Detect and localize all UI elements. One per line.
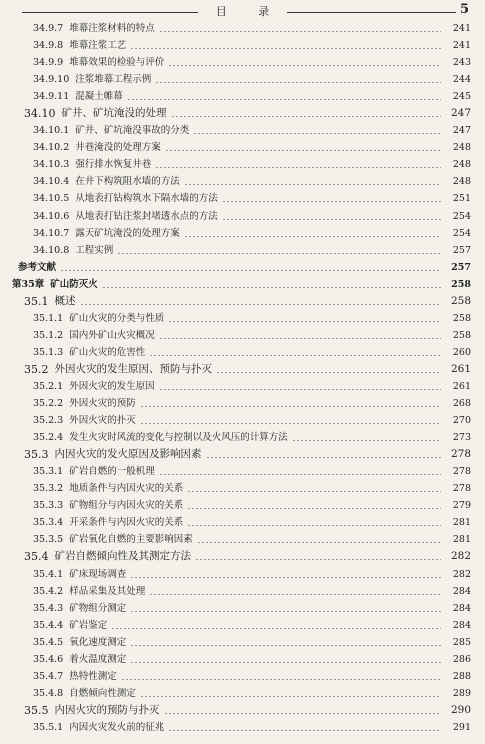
entry-page: 258: [452, 329, 471, 341]
entry-number: 35.4.5: [33, 636, 64, 648]
entry-title: 热特性测定: [69, 670, 117, 682]
entry-title: 堆幕注浆工艺: [69, 40, 127, 52]
entry-number: 35.4: [24, 550, 49, 564]
entry-title: 矿井、矿坑淹没事故的分类: [75, 125, 190, 137]
entry-title: 强行排水恢复井巷: [75, 159, 152, 171]
entry-number: 35.3.3: [33, 500, 64, 512]
toc-entry: [0, 293, 485, 310]
page-number: 5: [456, 2, 469, 17]
dot-leader: [159, 474, 441, 475]
header-title: 目 录: [198, 5, 288, 18]
entry-number: 35.4.7: [33, 670, 64, 682]
entry-number: 34.9.7: [33, 23, 64, 34]
entry-number: 35.1.3: [33, 346, 64, 358]
entry-page: 254: [452, 210, 471, 222]
entry-title: 地质条件与内因火灾的关系: [69, 483, 184, 495]
dot-leader: [155, 167, 441, 168]
toc-entry: [0, 242, 485, 259]
entry-title: 矿山防灭火: [50, 278, 98, 290]
entry-page: 241: [452, 23, 471, 34]
dot-leader: [130, 662, 441, 663]
entry-title: 矿岩氧化自燃的主要影响因素: [69, 534, 193, 546]
toc-entry: [0, 480, 485, 497]
entry-title: 露天矿坑淹没的处理方案: [75, 227, 180, 239]
dot-leader: [187, 525, 441, 526]
dot-leader: [130, 611, 441, 612]
toc-entry: [0, 497, 485, 514]
entry-page: 268: [452, 398, 471, 410]
entry-title: 自燃倾向性测定: [69, 687, 136, 699]
entry-page: 284: [452, 602, 471, 614]
dot-leader: [187, 508, 441, 509]
toc-entry: [0, 685, 485, 702]
entry-number: 35.2: [24, 362, 49, 376]
entry-page: 270: [452, 415, 471, 427]
entry-title: 工程实例: [75, 244, 114, 256]
dot-leader: [197, 542, 441, 543]
entry-page: 248: [452, 159, 471, 171]
entry-page: 241: [452, 40, 471, 52]
entry-number: 34.10.3: [33, 159, 70, 171]
dot-leader: [168, 321, 441, 322]
toc-entry: [0, 446, 485, 463]
dot-leader: [222, 219, 441, 220]
entry-page: 281: [452, 534, 471, 546]
entry-title: 发生火灾时风流的变化与控制以及火风压的计算方法: [69, 432, 288, 444]
toc-entry: [0, 668, 485, 685]
entry-page: 251: [452, 193, 471, 205]
entry-page: 257: [452, 244, 471, 256]
dot-leader: [111, 628, 441, 629]
entry-number: 35.5.1: [33, 721, 64, 733]
entry-title: 在井下构筑阻水墙的方法: [75, 176, 180, 188]
toc-entry: [0, 361, 485, 378]
entry-number: 35.2.1: [33, 380, 64, 392]
table-of-contents: [0, 20, 485, 736]
page-header: [0, 0, 485, 20]
toc-entry: [0, 566, 485, 583]
entry-number: 35.1: [24, 294, 49, 308]
dot-leader: [168, 65, 441, 66]
entry-title: 外因火灾的发生原因、预防与扑灭: [54, 362, 212, 375]
dot-leader: [140, 423, 441, 424]
entry-page: 278: [452, 483, 471, 495]
entry-number: 35.4.8: [33, 687, 64, 699]
toc-entry: [0, 310, 485, 327]
entry-number: 35.3.5: [33, 534, 64, 546]
toc-entry: [0, 514, 485, 531]
dot-leader: [130, 645, 441, 646]
dot-leader: [184, 236, 441, 237]
entry-number: 35.2.2: [33, 398, 64, 410]
toc-entry: [0, 208, 485, 225]
entry-number: 34.10.1: [33, 125, 70, 137]
entry-title: 从地表打钻注浆封堵透水点的方法: [75, 210, 218, 222]
dot-leader: [184, 184, 441, 185]
entry-number: 34.9.9: [33, 57, 64, 69]
entry-number: 第35章: [12, 278, 45, 290]
toc-entry: [0, 20, 485, 37]
entry-title: 内因火灾发火前的征兆: [69, 721, 165, 733]
entry-title: 矿岩自燃倾向性及其测定方法: [54, 550, 191, 563]
entry-page: 247: [452, 125, 471, 137]
entry-page: 288: [452, 670, 471, 682]
toc-entry: [0, 463, 485, 480]
entry-title: 内因火灾的预防与扑灭: [54, 703, 160, 716]
toc-entry: [0, 634, 485, 651]
entry-number: 34.10.4: [33, 176, 70, 188]
entry-title: 矿山火灾的分类与性质: [69, 312, 165, 324]
toc-entry: [0, 122, 485, 139]
dot-leader: [216, 372, 441, 373]
entry-page: 290: [450, 703, 471, 716]
entry-number: 35.5: [24, 703, 49, 717]
entry-page: 286: [452, 653, 471, 665]
entry-title: 国内外矿山火灾概况: [69, 329, 155, 341]
entry-title: 堆幕注浆材料的特点: [69, 23, 155, 34]
dot-leader: [164, 713, 442, 714]
toc-entry: [0, 173, 485, 190]
entry-number: 34.9.10: [33, 74, 70, 86]
dot-leader: [206, 457, 442, 458]
entry-page: 248: [452, 142, 471, 154]
entry-title: 矿床现场调查: [69, 568, 127, 580]
dot-leader: [60, 270, 441, 271]
toc-entry: [0, 37, 485, 54]
dot-leader: [149, 594, 441, 595]
entry-number: 35.4.4: [33, 619, 64, 631]
toc-entry: [0, 548, 485, 565]
entry-number: 34.10.2: [33, 142, 70, 154]
entry-page: 285: [452, 636, 471, 648]
dot-leader: [187, 491, 441, 492]
entry-title: 样品采集及其处理: [69, 585, 146, 597]
toc-entry: [0, 702, 485, 719]
toc-entry: [0, 412, 485, 429]
dot-leader: [102, 287, 441, 288]
entry-title: 矿物组分与内因火灾的关系: [69, 500, 184, 512]
dot-leader: [130, 48, 441, 49]
entry-page: 254: [452, 227, 471, 239]
entry-number: 35.1.1: [33, 312, 64, 324]
entry-page: 289: [452, 687, 471, 699]
dot-leader: [117, 253, 441, 254]
entry-title: 内因火灾的发火原因及影响因素: [54, 448, 202, 461]
dot-leader: [140, 406, 441, 407]
entry-number: 35.1.2: [33, 329, 64, 341]
entry-number: 35.2.4: [33, 432, 64, 444]
dot-leader: [155, 82, 441, 83]
entry-title: 外因火灾的发生原因: [69, 380, 155, 392]
toc-entry: [0, 54, 485, 71]
toc-entry: [0, 531, 485, 548]
entry-title: 矿井、矿坑淹没的处理: [61, 107, 167, 120]
entry-title: 注浆堆幕工程示例: [75, 74, 152, 86]
entry-title: 堆幕效果的检验与评价: [69, 57, 165, 69]
entry-title: 矿物组分测定: [69, 602, 127, 614]
entry-number: 34.10.8: [33, 244, 70, 256]
entry-title: 从地表打钻构筑水下隔水墙的方法: [75, 193, 218, 205]
entry-number: 35.4.3: [33, 602, 64, 614]
entry-title: 矿岩自燃的一般机理: [69, 466, 155, 478]
entry-page: 244: [452, 74, 471, 86]
entry-number: 35.3.4: [33, 517, 64, 529]
entry-title: 开采条件与内因火灾的关系: [69, 517, 184, 529]
entry-number: 35.3: [24, 448, 49, 462]
entry-page: 245: [452, 91, 471, 103]
dot-leader: [193, 133, 441, 134]
dot-leader: [165, 150, 441, 151]
entry-number: 35.4.1: [33, 568, 64, 580]
entry-title: 井巷淹没的处理方案: [75, 142, 161, 154]
toc-entry: [0, 327, 485, 344]
entry-title: 氧化速度测定: [69, 636, 127, 648]
dot-leader: [159, 338, 441, 339]
entry-page: 261: [450, 362, 471, 375]
entry-page: 258: [451, 278, 471, 290]
entry-number: 35.2.3: [33, 415, 64, 427]
entry-page: 258: [452, 312, 471, 324]
dot-leader: [168, 730, 441, 731]
entry-page: 279: [452, 500, 471, 512]
entry-page: 257: [451, 261, 471, 273]
entry-number: 34.10: [24, 107, 56, 121]
toc-entry: [0, 617, 485, 634]
toc-entry: [0, 225, 485, 242]
entry-title: 矿山火灾的危害性: [69, 346, 146, 358]
dot-leader: [195, 559, 441, 560]
entry-title: 外因火灾的扑灭: [69, 415, 136, 427]
toc-entry: [0, 651, 485, 668]
dot-leader: [130, 577, 441, 578]
entry-page: 260: [452, 346, 471, 358]
dot-leader: [159, 31, 441, 32]
entry-page: 284: [452, 585, 471, 597]
entry-number: 35.3.2: [33, 483, 64, 495]
toc-entry: [0, 600, 485, 617]
entry-title: 参考文献: [18, 261, 57, 273]
entry-number: 34.9.11: [33, 91, 70, 103]
entry-number: 35.3.1: [33, 466, 64, 478]
toc-entry: [0, 429, 485, 446]
toc-entry: [0, 105, 485, 122]
entry-page: 291: [452, 721, 471, 733]
dot-leader: [140, 696, 441, 697]
entry-page: 258: [450, 294, 471, 307]
toc-entry: [0, 88, 485, 105]
entry-number: 34.10.6: [33, 210, 70, 222]
entry-page: 282: [450, 550, 471, 563]
toc-entry: [0, 344, 485, 361]
toc-entry: [0, 378, 485, 395]
dot-leader: [127, 99, 441, 100]
entry-page: 248: [452, 176, 471, 188]
dot-leader: [149, 355, 441, 356]
toc-entry: [0, 583, 485, 600]
toc-entry: [0, 719, 485, 736]
entry-number: 35.4.2: [33, 585, 64, 597]
entry-number: 34.9.8: [33, 40, 64, 52]
dot-leader: [171, 116, 442, 117]
entry-page: 243: [452, 57, 471, 69]
entry-title: 外因火灾的预防: [69, 398, 136, 410]
dot-leader: [121, 679, 441, 680]
entry-page: 284: [452, 619, 471, 631]
entry-number: 34.10.5: [33, 193, 70, 205]
entry-title: 矿岩鉴定: [69, 619, 108, 631]
toc-entry: [0, 276, 485, 293]
toc-entry: [0, 259, 485, 276]
entry-number: 35.4.6: [33, 653, 64, 665]
entry-page: 278: [450, 448, 471, 461]
entry-page: 281: [452, 517, 471, 529]
entry-page: 282: [452, 568, 471, 580]
entry-page: 247: [450, 107, 471, 120]
entry-title: 混凝土帷幕: [75, 91, 123, 103]
toc-entry: [0, 395, 485, 412]
entry-title: 着火温度测定: [69, 653, 127, 665]
entry-number: 34.10.7: [33, 227, 70, 239]
entry-page: 273: [452, 432, 471, 444]
dot-leader: [80, 304, 442, 305]
dot-leader: [222, 201, 441, 202]
toc-entry: [0, 190, 485, 207]
entry-title: 概述: [54, 294, 76, 307]
dot-leader: [159, 389, 441, 390]
toc-entry: [0, 156, 485, 173]
entry-page: 278: [452, 466, 471, 478]
toc-entry: [0, 139, 485, 156]
toc-entry: [0, 71, 485, 88]
dot-leader: [292, 440, 441, 441]
entry-page: 261: [452, 380, 471, 392]
